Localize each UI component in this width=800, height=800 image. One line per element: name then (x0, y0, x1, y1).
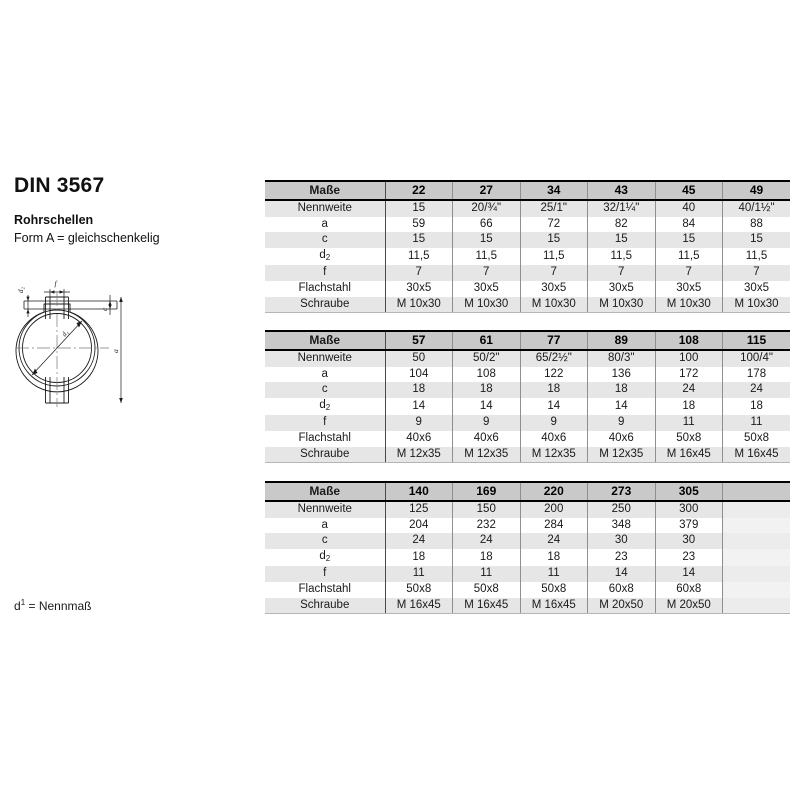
table-cell: 11 (385, 566, 453, 582)
table-cell: 15 (588, 232, 656, 248)
table-cell: 30x5 (588, 281, 656, 297)
table-cell: 7 (723, 265, 791, 281)
table-header-size-27: 27 (453, 181, 521, 200)
row-label-Nennweite: Nennweite (265, 501, 385, 518)
table-row (265, 549, 790, 567)
table-cell: 50x8 (655, 431, 723, 447)
product-name: Rohrschellen (14, 213, 94, 227)
table-cell: 25/1" (520, 200, 588, 217)
table-cell: 40x6 (520, 431, 588, 447)
table-cell: 30 (588, 533, 656, 549)
table-cell: 30x5 (385, 281, 453, 297)
table-cell: 108 (453, 367, 521, 383)
table-header-size-305: 305 (655, 482, 723, 501)
table-cell: 150 (453, 501, 521, 518)
table-cell: M 12x35 (588, 447, 656, 463)
dimension-label-d1: d₁ (60, 328, 71, 339)
table-cell: 100/4" (723, 350, 791, 367)
table-cell: M 12x35 (385, 447, 453, 463)
table-cell: 50x8 (385, 582, 453, 598)
table-cell: 23 (588, 549, 656, 567)
table-header-size-22: 22 (385, 181, 453, 200)
table-cell: 20/¾" (453, 200, 521, 217)
table-cell: 204 (385, 518, 453, 534)
table-header-row (265, 181, 790, 200)
table-cell: 15 (385, 200, 453, 217)
table-cell: 72 (520, 217, 588, 233)
table-cell: 40x6 (588, 431, 656, 447)
table-cell: 66 (453, 217, 521, 233)
form-description: Form A = gleichschenkelig (14, 231, 160, 246)
table-cell: M 16x45 (723, 447, 791, 463)
table-row (265, 431, 790, 447)
dimension-table-3 (265, 481, 790, 614)
dimension-table-1 (265, 180, 790, 313)
table-cell: M 10x30 (655, 297, 723, 313)
table-cell: 15 (453, 232, 521, 248)
table-body (265, 501, 790, 614)
table-cell: 104 (385, 367, 453, 383)
table-cell: M 12x35 (520, 447, 588, 463)
table-cell: 30x5 (453, 281, 521, 297)
table-header-size-61: 61 (453, 331, 521, 350)
table-row (265, 415, 790, 431)
table-cell: 15 (723, 232, 791, 248)
table-header-size-43: 43 (588, 181, 656, 200)
table-header-size-34: 34 (520, 181, 588, 200)
table-cell: 300 (655, 501, 723, 518)
table-cell: 60x8 (588, 582, 656, 598)
table-cell: 11 (655, 415, 723, 431)
table-cell: M 10x30 (723, 297, 791, 313)
dimension-label-c: c (100, 307, 109, 311)
table-cell: 200 (520, 501, 588, 518)
table-cell: M 16x45 (655, 447, 723, 463)
table-cell-empty (723, 566, 791, 582)
table-header-size-57: 57 (385, 331, 453, 350)
table-cell: 40x6 (385, 431, 453, 447)
row-label-Schraube: Schraube (265, 447, 385, 463)
table-cell: 7 (385, 265, 453, 281)
dimension-table-2 (265, 330, 790, 463)
table-cell: 250 (588, 501, 656, 518)
table-cell: M 10x30 (385, 297, 453, 313)
table-header-size-115: 115 (723, 331, 791, 350)
table-row (265, 265, 790, 281)
table-cell: 24 (655, 382, 723, 398)
table-cell: 30 (655, 533, 723, 549)
table-cell: 82 (588, 217, 656, 233)
table-header-size-108: 108 (655, 331, 723, 350)
table-row (265, 518, 790, 534)
row-label-c: c (265, 533, 385, 549)
table-cell: 18 (588, 382, 656, 398)
table-header-row (265, 331, 790, 350)
table-cell: 30x5 (520, 281, 588, 297)
table-cell: 18 (723, 398, 791, 416)
row-label-d2: $d_2$ (265, 549, 385, 567)
table-cell: 18 (453, 382, 521, 398)
table-cell: 232 (453, 518, 521, 534)
table-row (265, 367, 790, 383)
row-label-Flachstahl: Flachstahl (265, 281, 385, 297)
row-label-Nennweite: Nennweite (265, 350, 385, 367)
row-label-Schraube: Schraube (265, 297, 385, 313)
table-cell: 172 (655, 367, 723, 383)
row-label-Flachstahl: Flachstahl (265, 582, 385, 598)
table-cell: 40x6 (453, 431, 521, 447)
table-header-size-169: 169 (453, 482, 521, 501)
table-cell: M 10x30 (520, 297, 588, 313)
table-cell: 15 (655, 232, 723, 248)
table-cell-empty (723, 501, 791, 518)
table-cell: 125 (385, 501, 453, 518)
table-row (265, 447, 790, 463)
page-title: DIN 3567 (14, 174, 105, 197)
table-row (265, 382, 790, 398)
table-cell: 40 (655, 200, 723, 217)
table-cell: 379 (655, 518, 723, 534)
table-cell: 60x8 (655, 582, 723, 598)
pipe-clamp-cross-section-svg (14, 271, 164, 431)
table-cell: 100 (655, 350, 723, 367)
dimension-label-f: f (54, 279, 57, 288)
table-row (265, 232, 790, 248)
table-cell: M 20x50 (588, 598, 656, 614)
table-header-empty (723, 482, 791, 501)
table-cell: 14 (385, 398, 453, 416)
table-row (265, 350, 790, 367)
row-label-a: a (265, 217, 385, 233)
table-cell: 7 (520, 265, 588, 281)
table-header-size-49: 49 (723, 181, 791, 200)
table-cell: 18 (520, 382, 588, 398)
table-body (265, 200, 790, 313)
table-row (265, 501, 790, 518)
table-cell: 30x5 (655, 281, 723, 297)
table-cell: 59 (385, 217, 453, 233)
dimension-label-a: a (111, 349, 120, 353)
row-label-a: a (265, 367, 385, 383)
table-cell-empty (723, 518, 791, 534)
table-cell: 11,5 (723, 248, 791, 266)
table-cell: 24 (520, 533, 588, 549)
table-cell: 7 (588, 265, 656, 281)
table-cell: M 16x45 (385, 598, 453, 614)
footnote-superscript: 1 (20, 598, 26, 607)
footnote-text: = Nennmaß (25, 599, 92, 613)
table-cell: 122 (520, 367, 588, 383)
row-label-a: a (265, 518, 385, 534)
table-cell-empty (723, 549, 791, 567)
table-cell: 11,5 (655, 248, 723, 266)
table-cell: 14 (588, 566, 656, 582)
table-header-measure: Maße (265, 331, 385, 350)
table-cell: 11 (723, 415, 791, 431)
table-cell: 50x8 (453, 582, 521, 598)
row-label-Nennweite: Nennweite (265, 200, 385, 217)
table-cell: 24 (453, 533, 521, 549)
footnote-symbol: d (14, 599, 21, 613)
table-cell: 18 (520, 549, 588, 567)
table-cell: 14 (655, 566, 723, 582)
table-cell: 15 (385, 232, 453, 248)
table-cell: 18 (453, 549, 521, 567)
table-cell: 9 (520, 415, 588, 431)
title-block (14, 174, 254, 353)
table-cell: 7 (655, 265, 723, 281)
table-header-measure: Maße (265, 482, 385, 501)
table-header-measure: Maße (265, 181, 385, 200)
row-label-d2: $d_2$ (265, 398, 385, 416)
table-cell: 9 (588, 415, 656, 431)
table-cell-empty (723, 582, 791, 598)
table-cell: 80/3" (588, 350, 656, 367)
table-cell: 88 (723, 217, 791, 233)
table-header-size-89: 89 (588, 331, 656, 350)
table-cell: 30x5 (723, 281, 791, 297)
table-cell: 23 (655, 549, 723, 567)
table-cell: 9 (385, 415, 453, 431)
table-cell: 11,5 (588, 248, 656, 266)
dimension-label-d2: d₂ (17, 287, 25, 293)
table-cell: M 10x30 (453, 297, 521, 313)
table-cell-empty (723, 533, 791, 549)
table-cell: M 20x50 (655, 598, 723, 614)
table-cell: 178 (723, 367, 791, 383)
table-cell: 65/2½" (520, 350, 588, 367)
table-cell: 18 (385, 549, 453, 567)
table-header-row (265, 482, 790, 501)
row-label-f: f (265, 265, 385, 281)
table-body (265, 350, 790, 463)
table-cell: 14 (520, 398, 588, 416)
table-cell: 11,5 (520, 248, 588, 266)
table-cell: 136 (588, 367, 656, 383)
table-header-size-77: 77 (520, 331, 588, 350)
table-row (265, 566, 790, 582)
table-cell: 24 (723, 382, 791, 398)
table-cell: 18 (655, 398, 723, 416)
footnote (14, 598, 92, 613)
table-cell: M 16x45 (520, 598, 588, 614)
table-header-size-273: 273 (588, 482, 656, 501)
row-label-d2: $d_2$ (265, 248, 385, 266)
table-cell: 50/2" (453, 350, 521, 367)
row-label-f: f (265, 566, 385, 582)
table-cell: 14 (588, 398, 656, 416)
table-cell: 7 (453, 265, 521, 281)
table-cell: 50 (385, 350, 453, 367)
table-cell: 284 (520, 518, 588, 534)
table-header-size-45: 45 (655, 181, 723, 200)
table-cell-empty (723, 598, 791, 614)
table-cell: 9 (453, 415, 521, 431)
table-row (265, 533, 790, 549)
pipe-clamp-drawing (14, 271, 164, 431)
table-header-size-220: 220 (520, 482, 588, 501)
table-cell: 11,5 (385, 248, 453, 266)
table-row (265, 398, 790, 416)
table-cell: 18 (385, 382, 453, 398)
table-cell: 15 (520, 232, 588, 248)
table-cell: 348 (588, 518, 656, 534)
row-label-Schraube: Schraube (265, 598, 385, 614)
table-cell: 32/1¼" (588, 200, 656, 217)
table-row (265, 582, 790, 598)
table-cell: 11 (520, 566, 588, 582)
table-cell: 11 (453, 566, 521, 582)
table-row (265, 200, 790, 217)
table-cell: M 16x45 (453, 598, 521, 614)
table-row (265, 248, 790, 266)
table-cell: 50x8 (723, 431, 791, 447)
table-cell: 24 (385, 533, 453, 549)
row-label-f: f (265, 415, 385, 431)
row-label-c: c (265, 382, 385, 398)
table-row (265, 598, 790, 614)
table-cell: M 12x35 (453, 447, 521, 463)
table-row (265, 217, 790, 233)
row-label-c: c (265, 232, 385, 248)
table-row (265, 281, 790, 297)
table-row (265, 297, 790, 313)
table-cell: 84 (655, 217, 723, 233)
table-cell: 50x8 (520, 582, 588, 598)
table-cell: 11,5 (453, 248, 521, 266)
table-cell: 40/1½" (723, 200, 791, 217)
table-cell: M 10x30 (588, 297, 656, 313)
table-cell: 14 (453, 398, 521, 416)
row-label-Flachstahl: Flachstahl (265, 431, 385, 447)
table-header-size-140: 140 (385, 482, 453, 501)
